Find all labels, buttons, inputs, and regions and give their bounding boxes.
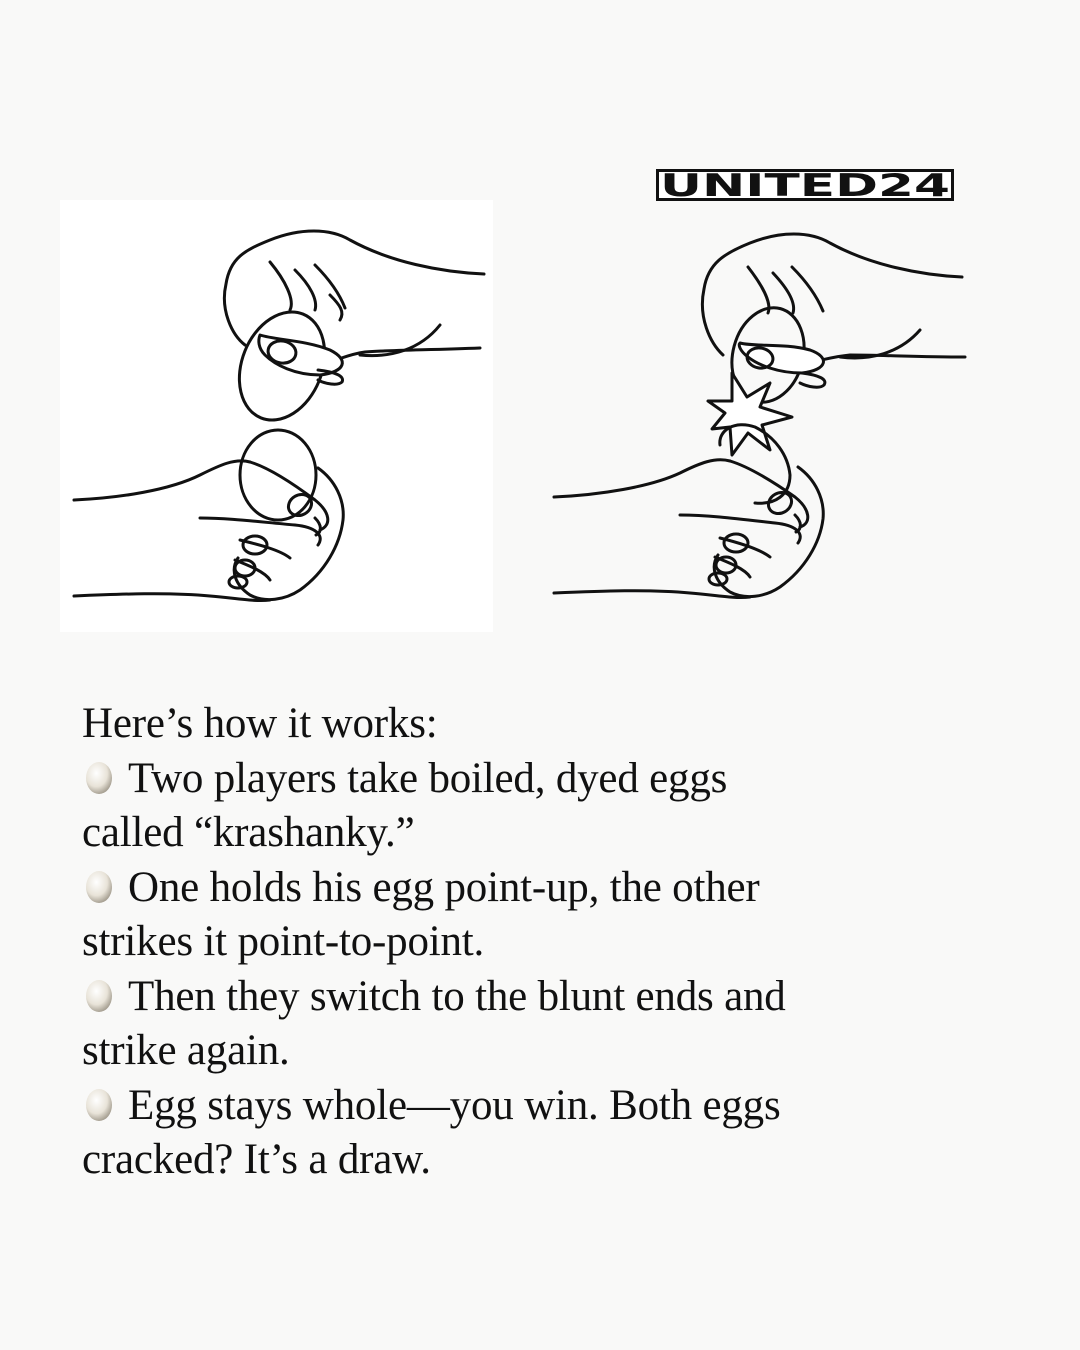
list-item-text: Two players take boiled, dyed eggs — [128, 754, 728, 802]
list-item — [82, 752, 982, 807]
egg-icon — [84, 755, 114, 791]
egg-icon — [84, 1082, 114, 1118]
top-hand — [224, 231, 484, 433]
egg-icon — [84, 864, 114, 900]
bottom-hand — [554, 425, 823, 598]
top-hand — [702, 234, 965, 410]
list-item — [82, 1079, 982, 1134]
list-item-text-continued: cracked? It’s a draw. — [82, 1136, 431, 1183]
instructions — [82, 697, 982, 1188]
logo-text: UNITED24 — [660, 169, 950, 201]
list-item-text: One holds his egg point-up, the other — [128, 863, 760, 911]
list-item-text-continued: called “krashanky.” — [82, 809, 415, 856]
instructions-heading: Here’s how it works: — [82, 700, 438, 747]
list-item — [82, 970, 982, 1025]
list-item-text: Then they switch to the blunt ends and — [128, 972, 786, 1020]
list-item — [82, 861, 982, 916]
bottom-hand — [74, 430, 343, 601]
list-item-text-continued: strikes it point-to-point. — [82, 918, 485, 965]
illustration-eggs-cracking — [540, 205, 980, 625]
list-item-text: Egg stays whole—you win. Both eggs — [128, 1081, 781, 1129]
list-item-text-continued: strike again. — [82, 1027, 290, 1074]
illustration-eggs-apart — [60, 200, 493, 632]
united24-logo — [656, 169, 954, 201]
egg-icon — [84, 973, 114, 1009]
